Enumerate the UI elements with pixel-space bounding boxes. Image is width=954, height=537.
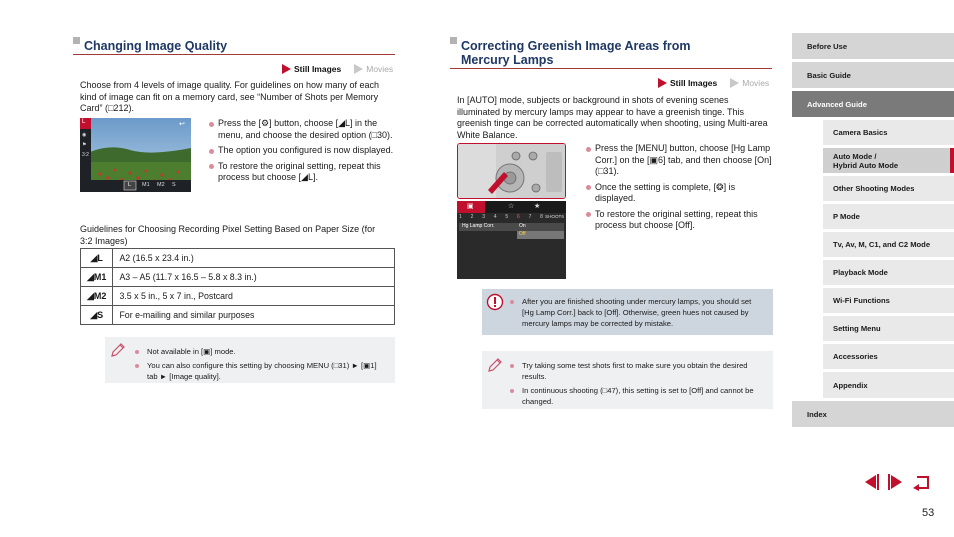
page-number: 53: [922, 507, 935, 519]
screen-left-label-3: 3:2: [82, 152, 89, 158]
warning-icon: [486, 293, 504, 311]
menu-number: 4: [493, 214, 497, 220]
sidebar-item-label: Before Use: [807, 41, 848, 51]
movies-label: Movies: [742, 78, 770, 88]
print-size-table: [80, 248, 395, 325]
sidebar-item-other-shooting-modes[interactable]: [823, 176, 954, 201]
table-cell: For e-mailing and similar purposes: [113, 306, 395, 325]
left-note-2: You can also configure this setting by choosing MENU (□31) ► [▣1] tab ► [Image quality].: [132, 360, 387, 382]
sidebar-item-accessories[interactable]: [823, 344, 954, 369]
screen-selected-quality: L: [82, 119, 86, 125]
right-heading-line-1: Correcting Greenish Image Areas from: [461, 39, 691, 53]
menu-tab-label: SHOOT6: [545, 214, 564, 219]
sidebar-item-label: Tv, Av, M, C1, and C2 Mode: [833, 240, 931, 249]
sidebar-item-label: Basic Guide: [807, 70, 851, 80]
left-heading-title: Changing Image Quality: [84, 39, 228, 53]
still-images-label: Still Images: [294, 64, 342, 74]
menu-number: 2: [470, 214, 474, 220]
sidebar-item-appendix[interactable]: [823, 372, 954, 398]
warning-list: [507, 296, 765, 332]
right-heading-rule: [450, 68, 772, 69]
menu-number: 5: [505, 214, 509, 220]
left-note-1: Not available in [▣] mode.: [132, 346, 387, 357]
sidebar-item-label: Index: [807, 409, 827, 419]
next-page-icon[interactable]: [887, 473, 905, 491]
sidebar-item-p-mode[interactable]: [823, 204, 954, 229]
right-steps-list: [585, 143, 775, 236]
right-intro-paragraph: In [AUTO] mode, subjects or background in shots of evening scenes illuminated by mercury lamps may appear to have a greenish tinge. This greenish tinge can be corrected automatically when shooting, using Multi-area White Balance.: [457, 95, 768, 140]
sidebar-item-playback-mode[interactable]: [823, 260, 954, 285]
left-heading-rule: [73, 54, 395, 55]
table-row: [81, 287, 395, 306]
left-section-heading: [73, 37, 395, 57]
right-step-3: To restore the original setting, repeat this process but choose [Off].: [585, 209, 775, 232]
sidebar-item-label: Accessories: [833, 352, 878, 361]
table-cell: A3 – A5 (11.7 x 16.5 – 5.8 x 8.3 in.): [113, 268, 395, 287]
sidebar-item-label-2: Hybrid Auto Mode: [833, 160, 899, 170]
menu-number-row: [459, 214, 543, 222]
previous-page-icon[interactable]: [862, 473, 880, 491]
menu-option-off: Off: [519, 231, 526, 237]
left-notes-list: [132, 346, 387, 385]
image-quality-screen: [80, 118, 191, 192]
sidebar-item-label: Appendix: [833, 380, 868, 390]
menu-tab-settings-icon: ☆: [508, 203, 515, 210]
right-step-2: Once the setting is complete, [❂] is displayed.: [585, 182, 775, 205]
right-note-2: In continuous shooting (□47), this setting is set to [Off] and cannot be changed.: [507, 385, 765, 407]
still-images-triangle-icon: [282, 64, 291, 74]
sidebar-item-label: Setting Menu: [833, 324, 881, 333]
screen-option-m2: M2: [157, 182, 165, 188]
quality-l-icon: ◢L: [81, 249, 113, 268]
left-step-2: The option you configured is now displayed.: [208, 145, 398, 157]
sidebar-item-setting-menu[interactable]: [823, 316, 954, 341]
hg-lamp-menu-screen: [457, 201, 566, 279]
left-step-1: Press the [⚙] button, choose [◢L] in the menu, and choose the desired option (□30).: [208, 118, 398, 141]
menu-number: 3: [482, 214, 485, 220]
still-images-label: Still Images: [670, 78, 718, 88]
screen-option-s: S: [172, 182, 176, 188]
sidebar-item-advanced-guide[interactable]: [792, 91, 954, 117]
sidebar-item-tv-av-m-mode[interactable]: [823, 232, 954, 257]
right-heading-line-2: Mercury Lamps: [461, 53, 554, 67]
sidebar-item-label: Advanced Guide: [807, 99, 867, 109]
camera-buttons-illustration: [457, 143, 566, 199]
sidebar-item-label: Auto Mode /: [833, 151, 877, 161]
still-images-triangle-icon: [658, 78, 667, 88]
menu-tab-mymenu-icon: ★: [534, 203, 541, 210]
table-cell: 3.5 x 5 in., 5 x 7 in., Postcard: [113, 287, 395, 306]
menu-number: 8: [540, 214, 543, 220]
table-cell: A2 (16.5 x 23.4 in.): [113, 249, 395, 268]
screen-back-icon: ↩: [179, 121, 185, 128]
current-section-marker: [950, 148, 954, 173]
screen-left-label-1: ◉: [82, 132, 87, 138]
table-row: [81, 249, 395, 268]
movies-triangle-icon: [354, 64, 363, 74]
warning-box: [482, 289, 773, 335]
sidebar-item-camera-basics[interactable]: [823, 120, 954, 145]
table-row: [81, 268, 395, 287]
left-step-3: To restore the original setting, repeat this process but choose [◢L].: [208, 161, 398, 184]
menu-number: 6: [516, 214, 520, 220]
left-mode-indicator: [282, 64, 393, 74]
right-section-heading: [450, 37, 772, 71]
warning-text: After you are finished shooting under mercury lamps, you should set [Hg Lamp Corr.] back to [Off]. Otherwise, green hues not caused by mercury lamps may be corrected by mistake.: [507, 296, 765, 329]
screen-option-l: L: [128, 182, 132, 188]
heading-square-icon: [450, 37, 457, 44]
sidebar-item-label: Other Shooting Modes: [833, 184, 915, 193]
menu-number: 1: [459, 214, 462, 220]
pencil-icon: [109, 341, 127, 359]
sidebar-item-label: P Mode: [833, 212, 860, 221]
sidebar-item-index[interactable]: [792, 401, 954, 427]
quality-m2-icon: ◢M2: [81, 287, 113, 306]
right-notes-list: [507, 360, 765, 410]
table-caption: Guidelines for Choosing Recording Pixel Setting Based on Paper Size (for 3:2 Images): [80, 224, 376, 246]
right-step-1: Press the [MENU] button, choose [Hg Lamp Corr.] on the [▣6] tab, and then choose [On] (□31).: [585, 143, 775, 178]
image-quality-screen-graphic: [80, 118, 191, 192]
left-note-box: [105, 337, 395, 383]
sidebar-item-auto-mode[interactable]: [823, 148, 954, 173]
table-row: [81, 306, 395, 325]
quality-s-icon: ◢S: [81, 306, 113, 325]
menu-row-label: Hg Lamp Corr.: [462, 223, 495, 229]
sidebar-item-wifi-functions[interactable]: [823, 288, 954, 313]
quality-m1-icon: ◢M1: [81, 268, 113, 287]
screen-option-m1: M1: [142, 182, 150, 188]
left-intro-paragraph: Choose from 4 levels of image quality. For guidelines on how many of each kind of image can fit on a memory card, see “Number of Shots per Memory Card” (□212).: [80, 80, 379, 113]
screen-left-label-2: ⚑: [82, 142, 87, 148]
movies-label: Movies: [366, 64, 394, 74]
right-note-box: [482, 351, 773, 409]
right-note-1: Try taking some test shots first to make sure you obtain the desired results.: [507, 360, 765, 382]
sidebar-item-basic-guide[interactable]: [792, 62, 954, 88]
left-steps-list: [208, 118, 398, 188]
menu-tab-camera-icon: ▣: [467, 203, 474, 210]
sidebar-item-label: Camera Basics: [833, 128, 888, 137]
camera-back-graphic: [458, 144, 566, 199]
sidebar-item-label: Wi-Fi Functions: [833, 296, 890, 305]
movies-triangle-icon: [730, 78, 739, 88]
sidebar-item-before-use[interactable]: [792, 33, 954, 59]
heading-square-icon: [73, 37, 80, 44]
menu-option-on: On: [519, 223, 526, 229]
back-return-icon[interactable]: [912, 473, 930, 491]
right-mode-indicator: [658, 78, 769, 88]
menu-number: 7: [528, 214, 532, 220]
sidebar-item-label: Playback Mode: [833, 268, 888, 277]
pencil-icon: [486, 356, 504, 374]
